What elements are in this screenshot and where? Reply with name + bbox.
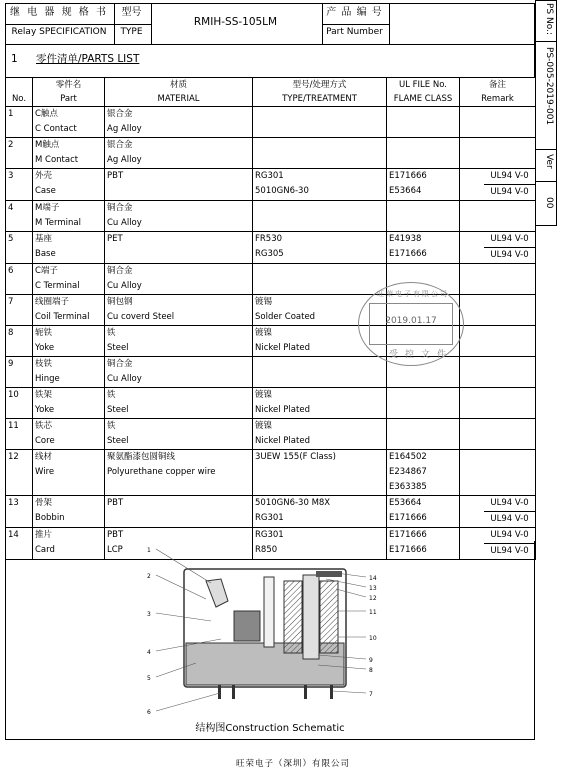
remark-cell bbox=[460, 107, 536, 138]
remark-cell bbox=[460, 201, 536, 232]
material-line: Ag Alloy bbox=[107, 155, 142, 165]
remark-cell bbox=[460, 326, 536, 357]
material-cell bbox=[105, 357, 253, 388]
type-cell bbox=[253, 419, 387, 450]
ul-cell bbox=[387, 419, 460, 450]
column-header bbox=[253, 78, 387, 107]
column-header-cn: 备注 bbox=[488, 80, 506, 90]
part-number-cell: 13 bbox=[6, 496, 33, 528]
material-line: Cu coverd Steel bbox=[107, 312, 175, 322]
column-header-en: MATERIAL bbox=[157, 94, 200, 104]
ul-line: E171666 bbox=[389, 530, 427, 540]
remark-line: UL94 V-0 bbox=[484, 232, 535, 248]
type-cell bbox=[253, 107, 387, 138]
material-line: LCP bbox=[107, 545, 123, 555]
type-line: RG301 bbox=[255, 513, 284, 523]
part-number-cell: 3 bbox=[6, 169, 33, 201]
part-cell bbox=[33, 169, 105, 201]
material-line: 聚氨酯漆包圆铜线 bbox=[107, 452, 176, 462]
part-number-cell: 7 bbox=[6, 295, 33, 326]
material-cell bbox=[105, 264, 253, 295]
callout-label: 9 bbox=[369, 657, 373, 664]
part-number-cell: 14 bbox=[6, 528, 33, 560]
callout-label: 11 bbox=[369, 609, 377, 616]
part-line: C端子 bbox=[35, 266, 58, 276]
part-line: Yoke bbox=[35, 405, 55, 415]
part-line: Yoke bbox=[35, 343, 55, 353]
remark-cell bbox=[460, 388, 536, 419]
ul-cell bbox=[387, 450, 460, 496]
ul-cell bbox=[387, 496, 460, 528]
material-cell bbox=[105, 419, 253, 450]
callout-label: 5 bbox=[147, 675, 151, 682]
type-cell bbox=[253, 169, 387, 201]
ul-line: E53664 bbox=[389, 186, 422, 196]
part-cell bbox=[33, 107, 105, 138]
spec-title-cn: 继 电 器 规 格 书 bbox=[10, 7, 108, 18]
material-line: 铜合金 bbox=[107, 359, 133, 369]
column-header-cn: 型号/处理方式 bbox=[292, 80, 347, 90]
material-line: 铁 bbox=[107, 328, 116, 338]
column-header-en: FLAME CLASS bbox=[393, 94, 453, 104]
ul-line: E164502 bbox=[389, 452, 427, 462]
type-line: 镀镍 bbox=[255, 328, 273, 338]
material-line: 铁 bbox=[107, 421, 116, 431]
remark-cell bbox=[460, 264, 536, 295]
remark-cell bbox=[460, 450, 536, 496]
material-line: PBT bbox=[107, 171, 124, 181]
type-line: Nickel Plated bbox=[255, 343, 310, 353]
type-line: 镀锡 bbox=[255, 297, 273, 307]
partno-label-en: Part Number bbox=[326, 27, 383, 37]
remark-line: UL94 V-0 bbox=[484, 496, 535, 512]
controlled-document-stamp bbox=[358, 282, 464, 366]
callout-label: 13 bbox=[369, 585, 377, 592]
type-cell bbox=[253, 357, 387, 388]
material-line: 铜合金 bbox=[107, 266, 133, 276]
type-cell bbox=[253, 138, 387, 169]
column-header bbox=[105, 78, 253, 107]
column-header bbox=[6, 78, 33, 107]
ul-cell bbox=[387, 107, 460, 138]
ul-cell bbox=[387, 169, 460, 201]
callout-label: 6 bbox=[147, 709, 151, 716]
section-number: 1 bbox=[11, 53, 18, 65]
ver-value: 00 bbox=[544, 197, 554, 209]
type-line: FR530 bbox=[255, 234, 283, 244]
part-line: Core bbox=[35, 436, 55, 446]
remark-line: UL94 V-0 bbox=[484, 528, 535, 544]
table-row bbox=[6, 169, 536, 201]
material-line: Steel bbox=[107, 436, 129, 446]
material-cell bbox=[105, 388, 253, 419]
relay-core bbox=[303, 575, 319, 659]
material-line: 铜合金 bbox=[107, 203, 133, 213]
part-number-cell: 2 bbox=[6, 138, 33, 169]
ul-cell bbox=[387, 388, 460, 419]
part-line: Base bbox=[35, 249, 56, 259]
material-line: Cu Alloy bbox=[107, 218, 142, 228]
part-cell bbox=[33, 201, 105, 232]
material-line: 银合金 bbox=[107, 140, 133, 150]
column-header bbox=[387, 78, 460, 107]
material-cell bbox=[105, 326, 253, 357]
doc-number-strip bbox=[535, 0, 557, 226]
part-line: 铁架 bbox=[35, 390, 53, 400]
part-line: 铁芯 bbox=[35, 421, 53, 431]
type-cell bbox=[253, 496, 387, 528]
material-line: 银合金 bbox=[107, 109, 133, 119]
type-cell bbox=[253, 450, 387, 496]
type-line: R850 bbox=[255, 545, 278, 555]
material-cell bbox=[105, 496, 253, 528]
part-cell bbox=[33, 326, 105, 357]
material-line: Cu Alloy bbox=[107, 281, 142, 291]
terminal-4 bbox=[330, 685, 333, 699]
type-line: 3UEW 155(F Class) bbox=[255, 452, 336, 462]
relay-top-bar bbox=[316, 571, 342, 577]
relay-coil-left bbox=[284, 581, 302, 653]
part-line: Bobbin bbox=[35, 513, 65, 523]
type-cell bbox=[253, 388, 387, 419]
type-value: RMIH-SS-105LM bbox=[193, 16, 278, 28]
part-line: M触点 bbox=[35, 140, 60, 150]
callout-label: 1 bbox=[147, 547, 151, 554]
part-number-cell: 11 bbox=[6, 419, 33, 450]
relay-coil-right bbox=[320, 581, 338, 653]
part-number-cell: 1 bbox=[6, 107, 33, 138]
callout-label: 4 bbox=[147, 649, 151, 656]
material-line: 铜包钢 bbox=[107, 297, 133, 307]
material-cell bbox=[105, 295, 253, 326]
remark-cell bbox=[460, 138, 536, 169]
part-line: C Terminal bbox=[35, 281, 80, 291]
callout-label: 8 bbox=[369, 667, 373, 674]
type-line: Nickel Plated bbox=[255, 405, 310, 415]
type-cell bbox=[253, 201, 387, 232]
table-row bbox=[6, 419, 536, 450]
type-label-cn: 型号 bbox=[121, 7, 142, 18]
part-number-cell: 5 bbox=[6, 232, 33, 264]
part-line: C Contact bbox=[35, 124, 77, 134]
part-cell bbox=[33, 232, 105, 264]
column-header-cn bbox=[8, 78, 30, 92]
remark-line: UL94 V-0 bbox=[484, 169, 535, 185]
remark-line: UL94 V-0 bbox=[490, 250, 529, 260]
ps-no-label: PS No.: bbox=[544, 3, 554, 35]
material-cell bbox=[105, 107, 253, 138]
remark-line: UL94 V-0 bbox=[490, 187, 529, 197]
ps-no-value: PS-005-2019-001 bbox=[544, 47, 554, 126]
type-line: 5010GN6-30 bbox=[255, 186, 309, 196]
ul-cell bbox=[387, 232, 460, 264]
type-line: RG301 bbox=[255, 530, 284, 540]
partno-label-cn: 产 品 编 号 bbox=[326, 7, 383, 18]
section-title: 零件清单/PARTS LIST bbox=[36, 53, 140, 65]
part-line: 外壳 bbox=[35, 171, 53, 181]
ul-line: E363385 bbox=[389, 482, 427, 492]
terminal-3 bbox=[304, 685, 307, 699]
part-line: 基座 bbox=[35, 234, 53, 244]
part-number-cell: 12 bbox=[6, 450, 33, 496]
part-cell bbox=[33, 357, 105, 388]
part-number-cell: 4 bbox=[6, 201, 33, 232]
callout-label: 2 bbox=[147, 573, 151, 580]
ul-cell bbox=[387, 201, 460, 232]
type-cell bbox=[253, 264, 387, 295]
remark-cell bbox=[460, 419, 536, 450]
table-row bbox=[6, 264, 536, 295]
stamp-controlled-text: 受控文件 bbox=[389, 350, 454, 360]
part-line: Case bbox=[35, 186, 56, 196]
type-line: 镀镍 bbox=[255, 421, 273, 431]
spec-title-en: Relay SPECIFICATION bbox=[11, 27, 107, 37]
ul-line: E53664 bbox=[389, 498, 422, 508]
material-line bbox=[107, 184, 250, 199]
ul-line: E41938 bbox=[389, 234, 422, 244]
part-line: 线材 bbox=[35, 452, 53, 462]
table-row bbox=[6, 388, 536, 419]
part-line: Card bbox=[35, 545, 55, 555]
material-cell bbox=[105, 201, 253, 232]
part-cell bbox=[33, 496, 105, 528]
schematic-caption: 结构图Construction Schematic bbox=[195, 723, 345, 734]
table-row bbox=[6, 232, 536, 264]
terminal-1 bbox=[218, 685, 221, 699]
terminal-2 bbox=[232, 685, 235, 699]
part-line: Hinge bbox=[35, 374, 60, 384]
ul-line: E171666 bbox=[389, 513, 427, 523]
part-line: M Terminal bbox=[35, 218, 81, 228]
material-line bbox=[107, 247, 250, 262]
remark-line: UL94 V-0 bbox=[490, 514, 529, 524]
part-number-cell: 8 bbox=[6, 326, 33, 357]
type-line: Nickel Plated bbox=[255, 436, 310, 446]
material-line: PBT bbox=[107, 498, 124, 508]
column-header-en: No. bbox=[11, 94, 27, 104]
part-cell bbox=[33, 264, 105, 295]
part-line: 骨架 bbox=[35, 498, 53, 508]
part-line: M端子 bbox=[35, 203, 60, 213]
company-footer: 旺荣电子（深圳）有限公司 bbox=[235, 759, 350, 769]
callout-label: 12 bbox=[369, 595, 377, 602]
remark-cell bbox=[460, 357, 536, 388]
type-line: 镀镍 bbox=[255, 390, 273, 400]
part-cell bbox=[33, 450, 105, 496]
column-header-cn: 零件名 bbox=[55, 80, 82, 90]
material-line: PBT bbox=[107, 530, 124, 540]
relay-spring bbox=[206, 579, 228, 607]
stamp-date-box bbox=[369, 303, 453, 345]
type-line: 5010GN6-30 M8X bbox=[255, 498, 331, 508]
remark-cell bbox=[460, 496, 536, 528]
callout-label: 3 bbox=[147, 611, 151, 618]
column-header-cn: 材质 bbox=[169, 80, 187, 90]
relay-card bbox=[264, 577, 274, 647]
part-line: 枝铁 bbox=[35, 359, 53, 369]
material-line: Polyurethane copper wire bbox=[107, 467, 216, 477]
column-header bbox=[33, 78, 105, 107]
remark-cell bbox=[460, 295, 536, 326]
ul-line: E234867 bbox=[389, 467, 427, 477]
table-row bbox=[6, 107, 536, 138]
part-cell bbox=[33, 419, 105, 450]
callout-label: 14 bbox=[369, 575, 377, 582]
remark-cell bbox=[460, 169, 536, 201]
callout-label: 10 bbox=[369, 635, 377, 642]
material-line: Steel bbox=[107, 343, 129, 353]
type-line: Solder Coated bbox=[255, 312, 316, 322]
type-line: RG305 bbox=[255, 249, 284, 259]
material-line: Cu Alloy bbox=[107, 374, 142, 384]
part-number-cell: 6 bbox=[6, 264, 33, 295]
callout-label: 7 bbox=[369, 691, 373, 698]
material-cell bbox=[105, 232, 253, 264]
table-row bbox=[6, 496, 536, 528]
ul-line: E171666 bbox=[389, 171, 427, 181]
material-line: PET bbox=[107, 234, 123, 244]
table-row bbox=[6, 201, 536, 232]
column-header-en: Part bbox=[60, 94, 77, 104]
ul-line: E171666 bbox=[389, 249, 427, 259]
parts-table-header bbox=[6, 78, 536, 107]
column-header-cn: UL FILE No. bbox=[399, 80, 447, 90]
column-header-en: TYPE/TREATMENT bbox=[282, 94, 357, 104]
material-cell bbox=[105, 169, 253, 201]
material-cell bbox=[105, 450, 253, 496]
part-line: 线圈端子 bbox=[35, 297, 70, 307]
remark-cell bbox=[460, 232, 536, 264]
relay-contact-block bbox=[234, 611, 260, 641]
part-cell bbox=[33, 388, 105, 419]
table-row bbox=[6, 138, 536, 169]
remark-line: UL94 V-0 bbox=[490, 546, 529, 556]
material-line: Steel bbox=[107, 405, 129, 415]
schematic-panel bbox=[5, 541, 535, 740]
part-cell bbox=[33, 138, 105, 169]
ver-label: Ver bbox=[544, 154, 554, 169]
ul-cell bbox=[387, 138, 460, 169]
part-number-cell: 9 bbox=[6, 357, 33, 388]
material-line: 铁 bbox=[107, 390, 116, 400]
stamp-date: 2019.01.17 bbox=[385, 316, 437, 326]
material-line bbox=[107, 511, 250, 526]
relay-construction-drawing bbox=[6, 541, 534, 739]
part-line: Coil Terminal bbox=[35, 312, 90, 322]
type-cell bbox=[253, 232, 387, 264]
material-line: Ag Alloy bbox=[107, 124, 142, 134]
part-cell bbox=[33, 295, 105, 326]
part-line: Wire bbox=[35, 467, 55, 477]
part-line: 推片 bbox=[35, 530, 53, 540]
table-row bbox=[6, 450, 536, 496]
material-cell bbox=[105, 138, 253, 169]
part-line: C触点 bbox=[35, 109, 58, 119]
stamp-company-text: 旺荣电子有限公司 bbox=[377, 290, 449, 298]
part-number-cell: 10 bbox=[6, 388, 33, 419]
table-row bbox=[6, 357, 536, 388]
part-line: M Contact bbox=[35, 155, 79, 165]
type-line: RG301 bbox=[255, 171, 284, 181]
column-header bbox=[460, 78, 536, 107]
column-header-en: Remark bbox=[481, 94, 514, 104]
type-label-en: TYPE bbox=[120, 27, 143, 37]
ul-line: E171666 bbox=[389, 545, 427, 555]
part-line: 轭铁 bbox=[35, 328, 53, 338]
